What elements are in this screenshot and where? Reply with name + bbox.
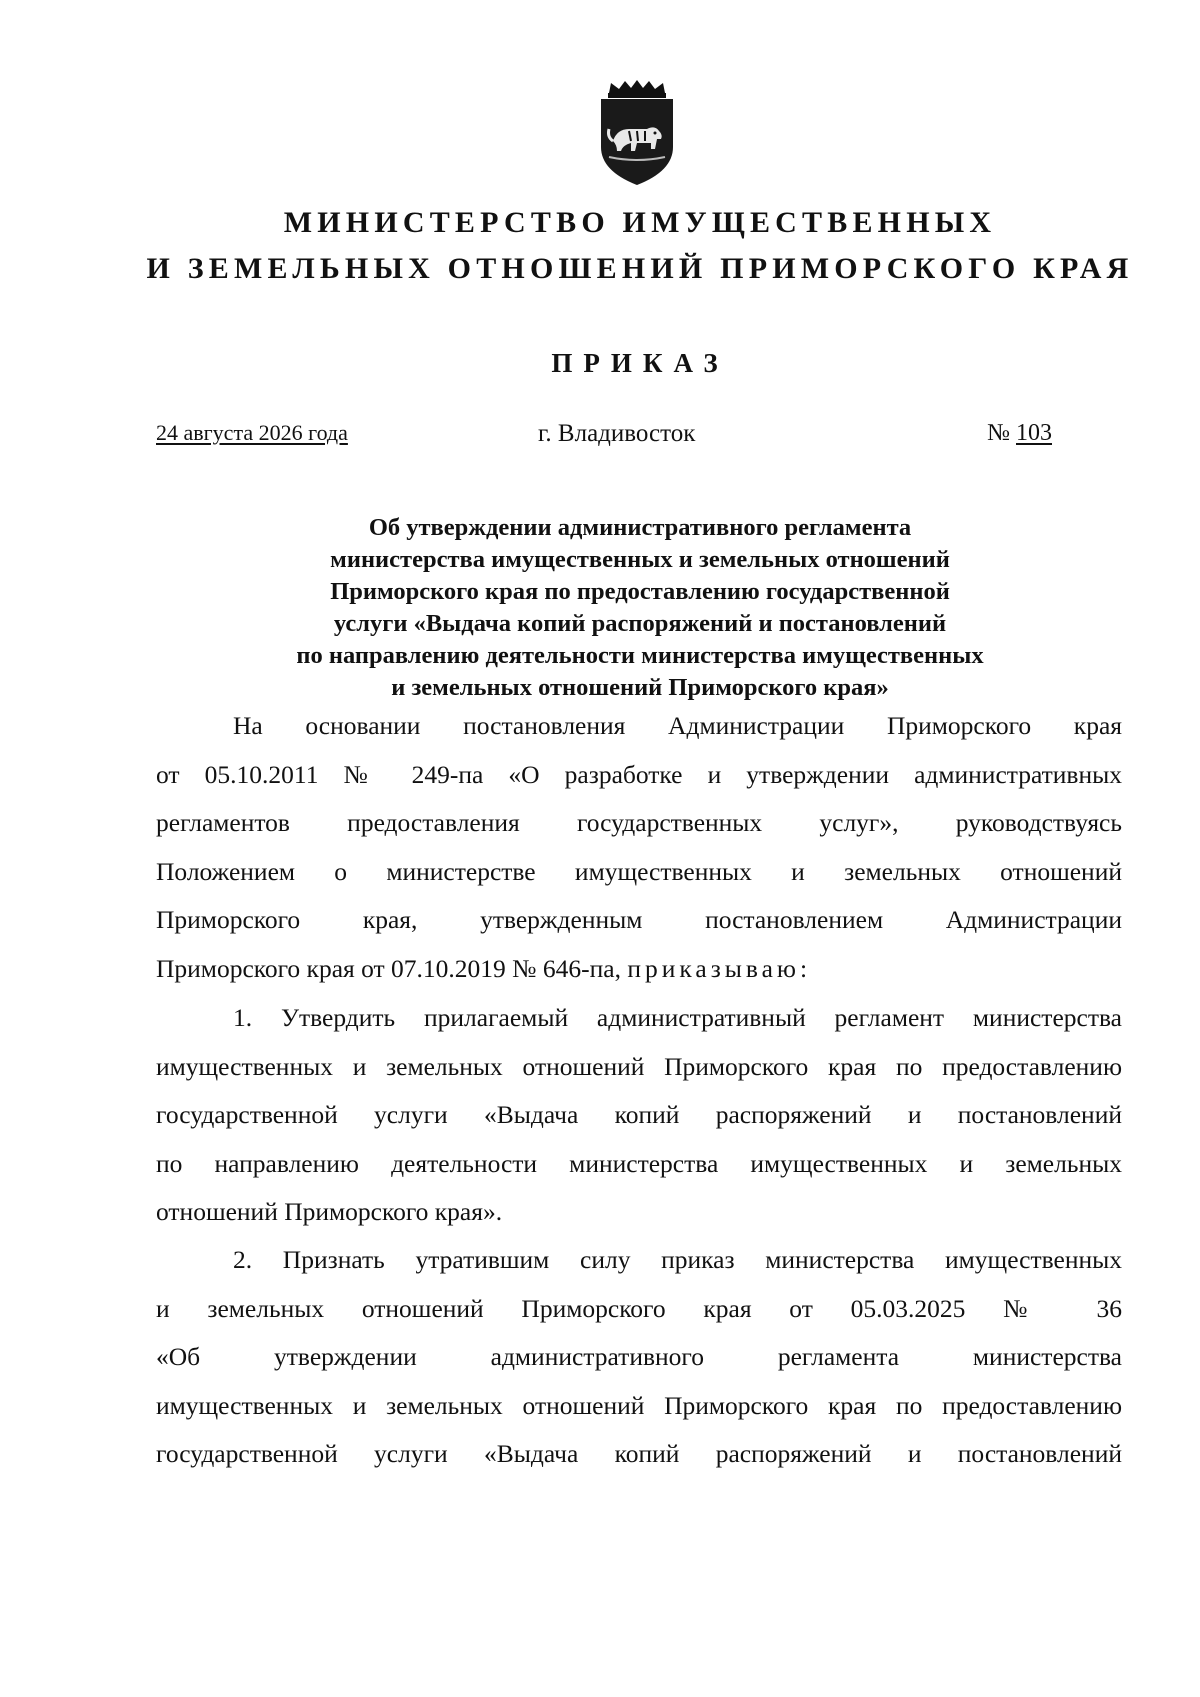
number-value: 103: [1016, 420, 1052, 446]
coat-of-arms-icon: [591, 79, 683, 191]
order-date: 24 августа 2026 года: [156, 420, 348, 445]
subject-line: по направлению деятельности министерства имущественных: [296, 642, 984, 669]
command-colon: :: [800, 953, 808, 983]
subject-line: Об утверждении административного регламента: [368, 514, 912, 541]
ministry-heading-line2: И ЗЕМЕЛЬНЫХ ОТНОШЕНИЙ ПРИМОРСКОГО КРАЯ: [146, 252, 1134, 285]
text-line: На основании постановления Администрации Приморского края: [233, 711, 1122, 740]
text-line: по направлению деятельности министерства имущественных и земельных: [156, 1148, 1122, 1178]
document-type-title: ПРИКАЗ: [551, 348, 729, 378]
text-line: государственной услуги «Выдача копий распоряжений и постановлений: [156, 1439, 1122, 1469]
subject-line: и земельных отношений Приморского края»: [391, 674, 889, 701]
text-line: имущественных и земельных отношений Приморского края по предоставлению: [156, 1051, 1122, 1081]
text-line: Приморского края, утвержденным постановлением Администрации: [156, 905, 1122, 935]
command-word: приказываю: [627, 953, 800, 983]
ministry-heading-line1: МИНИСТЕРСТВО ИМУЩЕСТВЕННЫХ: [283, 206, 997, 239]
date-city-number-line: [156, 420, 1052, 454]
order-number: [987, 420, 1052, 447]
number-sign: №: [987, 420, 1010, 446]
subject-line: Приморского края по предоставлению государственной: [330, 578, 950, 605]
text-line: 2. Признать утратившим силу приказ министерства имущественных: [233, 1245, 1122, 1274]
text-line: 1. Утвердить прилагаемый административный регламент министерства: [233, 1003, 1122, 1032]
text-line: и земельных отношений Приморского края от 05.03.2025 № 36: [156, 1293, 1122, 1323]
text-line: Положением о министерстве имущественных и земельных отношений: [156, 856, 1122, 886]
subject-line: услуги «Выдача копий распоряжений и постановлений: [333, 610, 947, 637]
item-2-paragraph: [156, 1236, 1122, 1479]
item-1-paragraph: [156, 994, 1122, 1237]
text-line: регламентов предоставления государственных услуг», руководствуясь: [156, 808, 1122, 838]
text-line: отношений Приморского края».: [156, 1197, 503, 1227]
text-line: от 05.10.2011 № 249-па «О разработке и утверждении административных: [156, 759, 1122, 789]
text-line: [156, 945, 1122, 994]
text-line-part: Приморского края от 07.10.2019 № 646-па,: [156, 953, 621, 983]
preamble-paragraph: [156, 702, 1122, 994]
text-line: государственной услуги «Выдача копий распоряжений и постановлений: [156, 1100, 1122, 1130]
text-line: «Об утверждении административного регламента министерства: [156, 1342, 1122, 1372]
subject-line: министерства имущественных и земельных отношений: [330, 546, 950, 573]
ministry-heading: [0, 200, 1200, 292]
order-subject: [0, 512, 1200, 704]
text-line: имущественных и земельных отношений Приморского края по предоставлению: [156, 1390, 1122, 1420]
order-city: г. Владивосток: [538, 420, 696, 447]
